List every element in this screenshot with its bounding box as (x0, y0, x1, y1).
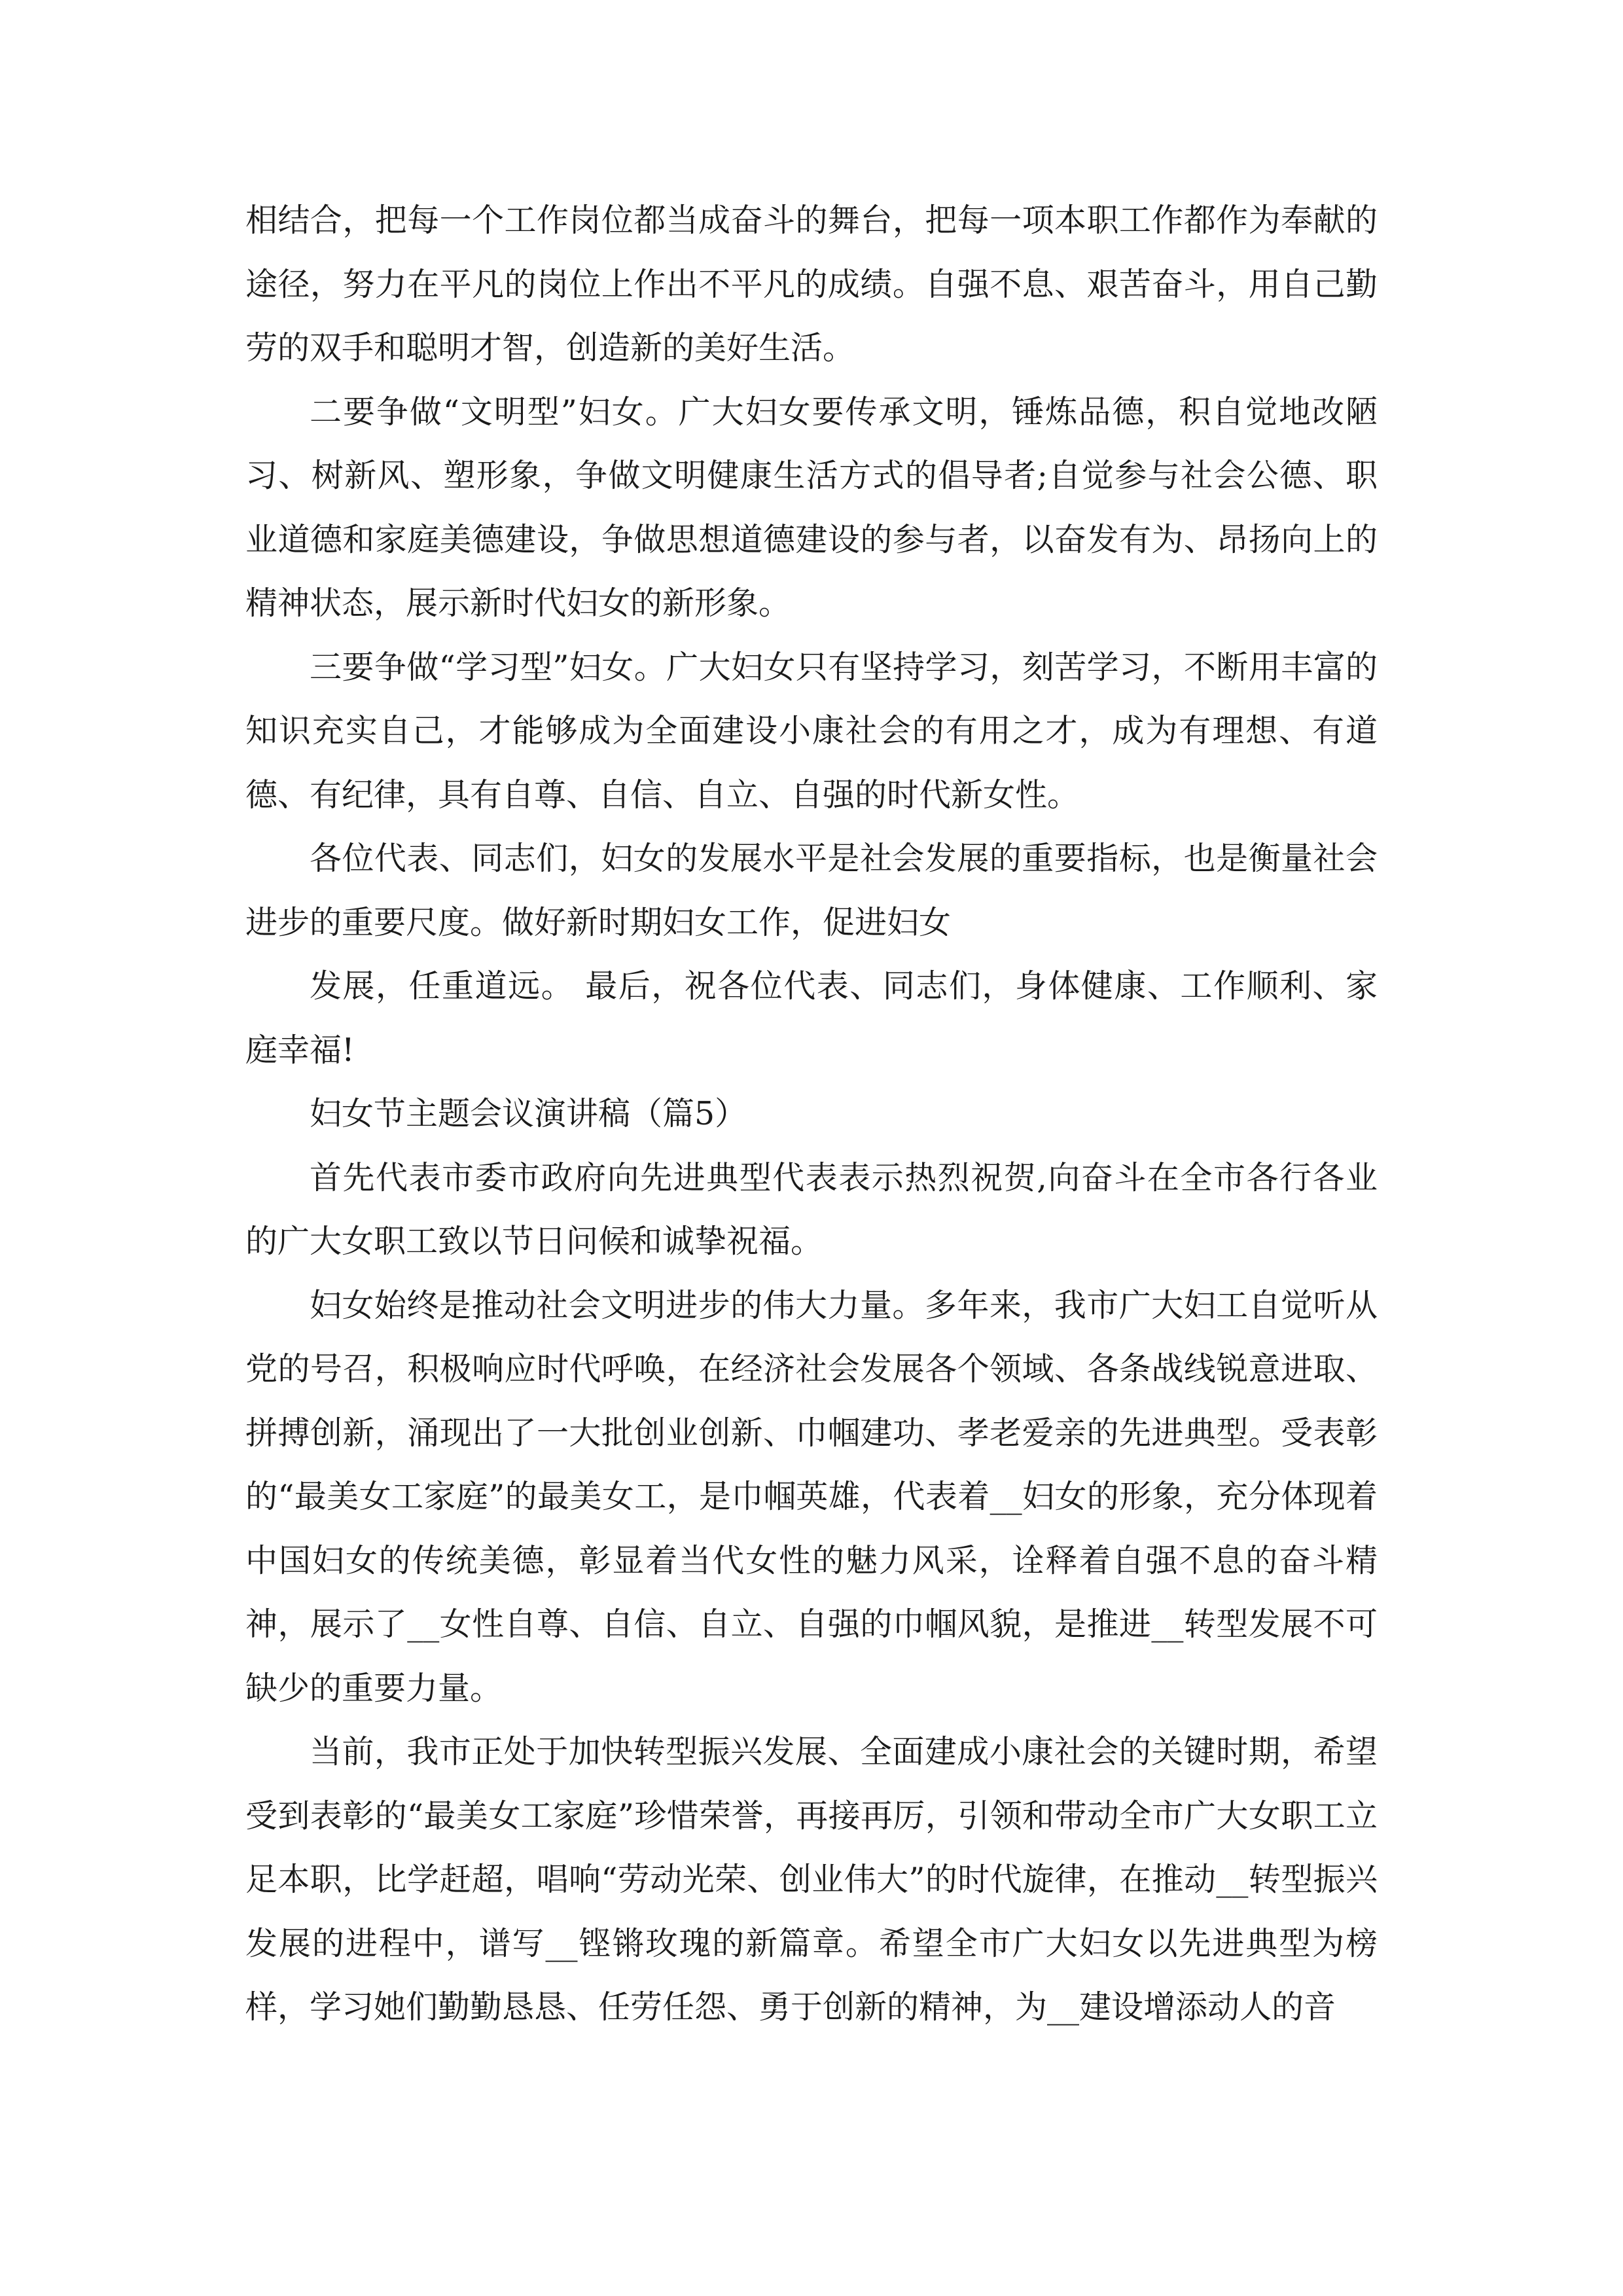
document-body (245, 188, 1378, 2039)
paragraph-learning-women: 三要争做“学习型”妇女。广大妇女只有坚持学习，刻苦学习，不断用丰富的知识充实自己，才能够成为全面建设小康社会的有用之才，成为有理想、有道德、有纪律，具有自尊、自信、自立、自强的时代新女性。 (245, 648, 1378, 814)
paragraph-women-force: 妇女始终是推动社会文明进步的伟大力量。多年来，我市广大妇工自觉听从党的号召，积极响应时代呼唤，在经济社会发展各个领域、各条战线锐意进取、拼搏创新，涌现出了一大批创业创新、巾帼建功、孝老爱亲的先进典型。受表彰的“最美女工家庭”的最美女工，是巾帼英雄，代表着__妇女的形象，充分体现着中国妇女的传统美德，彰显着当代女性的魅力风采，诠释着自强不息的奋斗精神，展示了__女性自尊、自信、自立、自强的巾帼风貌，是推进__转型发展不可缺少的重要力量。 (245, 1286, 1378, 1707)
paragraph-current-period: 当前，我市正处于加快转型振兴发展、全面建成小康社会的关键时期，希望受到表彰的“最美女工家庭”珍惜荣誉，再接再厉，引领和带动全市广大女职工立足本职，比学赶超，唱响“劳动光荣、创业伟大”的时代旋律，在推动__转型振兴发展的进程中，谱写__铿锵玫瑰的新篇章。希望全市广大妇女以先进典型为榜样，学习她们勤勤恳恳、任劳任怨、勇于创新的精神，为__建设增添动人的音 (245, 1733, 1378, 2026)
paragraph-closing-wishes: 发展，任重道远。 最后，祝各位代表、同志们，身体健康、工作顺利、家庭幸福! (245, 967, 1378, 1069)
section-heading: 妇女节主题会议演讲稿（篇5） (310, 1095, 747, 1132)
paragraph-continuation: 相结合，把每一个工作岗位都当成奋斗的舞台，把每一项本职工作都作为奉献的途径，努力在平凡的岗位上作出不平凡的成绩。自强不息、艰苦奋斗，用自己勤劳的双手和聪明才智，创造新的美好生活。 (245, 202, 1378, 367)
paragraph-development-level: 各位代表、同志们，妇女的发展水平是社会发展的重要指标，也是衡量社会进步的重要尺度。做好新时期妇女工作，促进妇女 (245, 840, 1378, 941)
paragraph-civilized-women: 二要争做“文明型”妇女。广大妇女要传承文明，锤炼品德，积自觉地改陋习、树新风、塑形象，争做文明健康生活方式的倡导者;自觉参与社会公德、职业道德和家庭美德建设，争做思想道德建设的参与者，以奋发有为、昂扬向上的精神状态，展示新时代妇女的新形象。 (245, 393, 1378, 622)
paragraph-congratulations: 首先代表市委市政府向先进典型代表表示热烈祝贺,向奋斗在全市各行各业的广大女职工致以节日问候和诚挚祝福。 (245, 1158, 1378, 1260)
